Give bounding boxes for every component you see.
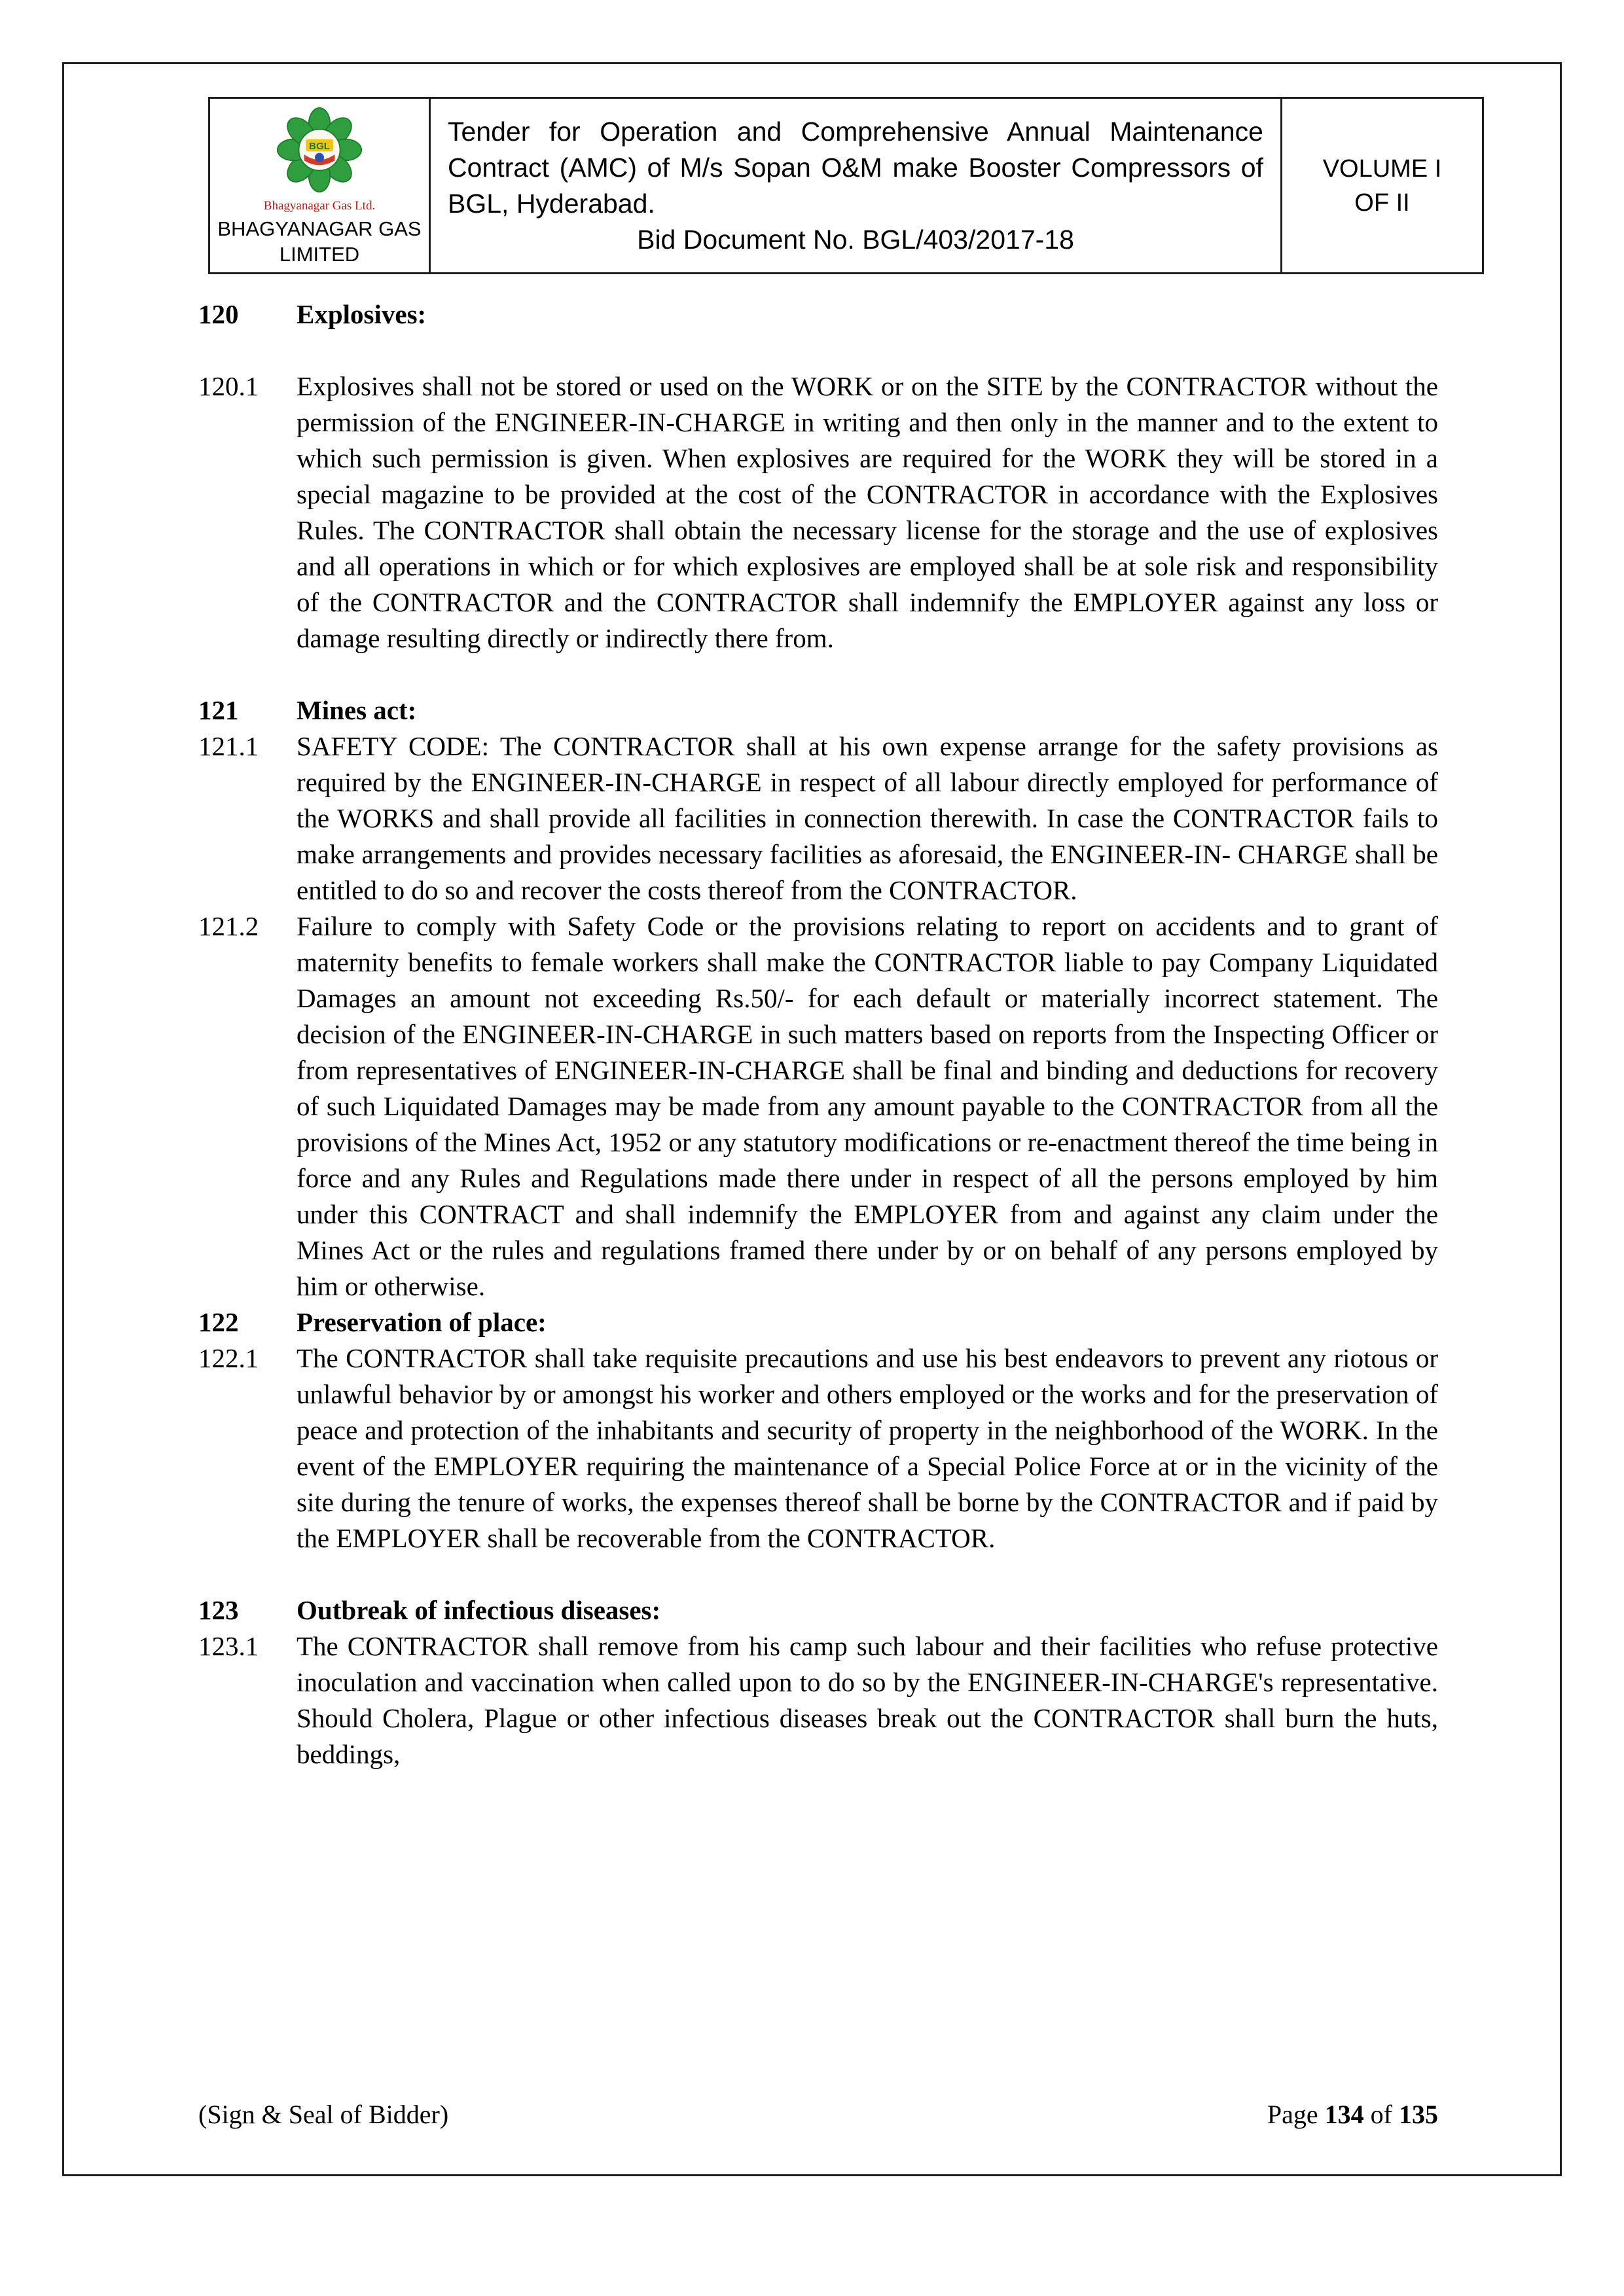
- clause-number: 122.1: [198, 1343, 259, 1373]
- section-explosives: [198, 296, 1438, 656]
- page-word: Page: [1267, 2100, 1318, 2129]
- clause: [198, 1340, 1438, 1556]
- tender-title: Tender for Operation and Comprehensive Annual Maintenance Contract (AMC) of M/s Sopan O&M make Booster Compressors of BGL, Hyderabad.: [448, 116, 1263, 219]
- clause-text: Failure to comply with Safety Code or the provisions relating to report on accidents and to grant of maternity benefits to female workers shall make the CONTRACTOR liable to pay Company Liquidated Damages an amount not exceeding Rs.50/- for each default or materially incorrect statement. The decision of the ENGINEER-IN-CHARGE in such matters based on reports from the Inspecting Officer or from representatives of ENGINEER-IN-CHARGE shall be final and binding and deductions for recovery of such Liquidated Damages may be made from any amount payable to the CONTRACTOR from all the provisions of the Mines Act, 1952 or any statutory modifications or re-enactment thereof the time being in force and any Rules and Regulations made there under in respect of all the persons employed by him under this CONTRACT and shall indemnify the EMPLOYER from and against any claim under the Mines Act or the rules and regulations framed there under by or on behalf of any persons employed by him or otherwise.: [297, 911, 1438, 1301]
- clause-text: Explosives shall not be stored or used on the WORK or on the SITE by the CONTRACTOR without the permission of the ENGINEER-IN-CHARGE in writing and then only in the manner and to the extent to which such permission is given. When explosives are required for the WORK they will be stored in a special magazine to be provided at the cost of the CONTRACTOR in accordance with the Explosives Rules. The CONTRACTOR shall obtain the necessary license for the storage and the use of explosives and all operations in which or for which explosives are employed shall be at sole risk and responsibility of the CONTRACTOR and the CONTRACTOR shall indemnify the EMPLOYER against any loss or damage resulting directly or indirectly there from.: [297, 371, 1438, 653]
- section-heading: [198, 1592, 1438, 1628]
- section-heading: [198, 1304, 1438, 1340]
- bid-doc-number: Bid Document No. BGL/403/2017-18: [637, 224, 1074, 255]
- page-footer: [198, 2098, 1438, 2131]
- section-outbreak-infectious-diseases: [198, 1592, 1438, 1772]
- clause: [198, 368, 1438, 656]
- clause-number: 121.2: [198, 911, 259, 941]
- volume-cell: [1282, 98, 1483, 274]
- clause: [198, 728, 1438, 908]
- clause-text: The CONTRACTOR shall remove from his camp such labour and their facilities who refuse protective inoculation and vaccination when called upon to do so by the ENGINEER-IN-CHARGE's representative. Should Cholera, Plague or other infectious diseases break out the CONTRACTOR shall burn the huts, beddings,: [297, 1631, 1438, 1769]
- volume-line2: OF II: [1354, 188, 1410, 217]
- clause-number: 121.1: [198, 731, 259, 761]
- clause: [198, 908, 1438, 1304]
- clause-text: The CONTRACTOR shall take requisite precautions and use his best endeavors to prevent any riotous or unlawful behavior by or amongst his worker and others employed or the works and for the preservation of peace and protection of the inhabitants and security of property in the neighborhood of the WORK. In the event of the EMPLOYER requiring the maintenance of a Special Police Force at or in the vicinity of the site during the tenure of works, the expenses thereof shall be borne by the CONTRACTOR and if paid by the EMPLOYER shall be recoverable from the CONTRACTOR.: [297, 1343, 1438, 1553]
- org-name: [214, 216, 425, 267]
- page-border: [62, 62, 1562, 2176]
- section-number: 121: [198, 695, 239, 725]
- company-logo: [264, 104, 375, 213]
- header-title-cell: [430, 98, 1282, 274]
- page-number: 134: [1324, 2100, 1364, 2129]
- section-number: 120: [198, 299, 239, 329]
- section-heading: [198, 296, 1438, 332]
- clause-text: SAFETY CODE: The CONTRACTOR shall at his own expense arrange for the safety provisions as required by the ENGINEER-IN-CHARGE in respect of all labour directly employed for performance of the WORKS and shall provide all facilities in connection therewith. In case the CONTRACTOR fails to make arrangements and provides necessary facilities as aforesaid, the ENGINEER-IN- CHARGE shall be entitled to do so and recover the costs thereof from the CONTRACTOR.: [297, 731, 1438, 905]
- section-title: Mines act:: [297, 695, 417, 725]
- bgl-flower-logo-icon: [274, 104, 365, 196]
- of-word: of: [1370, 2100, 1392, 2129]
- clause: [198, 1628, 1438, 1772]
- sign-seal-label: (Sign & Seal of Bidder): [198, 2100, 449, 2129]
- section-mines-act: [198, 692, 1438, 1304]
- section-title: Explosives:: [297, 299, 427, 329]
- logo-acronym: BGL: [308, 140, 330, 152]
- document-body: [198, 296, 1438, 1772]
- org-name-line2: LIMITED: [279, 243, 360, 266]
- section-title: Preservation of place:: [297, 1307, 547, 1337]
- volume-line1: VOLUME I: [1322, 154, 1442, 183]
- logo-cell: [209, 98, 430, 274]
- section-title: Outbreak of infectious diseases:: [297, 1595, 661, 1625]
- clause-number: 120.1: [198, 371, 259, 401]
- section-preservation-of-place: [198, 1304, 1438, 1556]
- page-indicator: [1267, 2098, 1438, 2131]
- clause-number: 123.1: [198, 1631, 259, 1661]
- section-number: 122: [198, 1307, 239, 1337]
- header-table: [208, 97, 1484, 274]
- logo-subtext: Bhagyanagar Gas Ltd.: [263, 199, 376, 213]
- page-total: 135: [1399, 2100, 1438, 2129]
- section-heading: [198, 692, 1438, 728]
- section-number: 123: [198, 1595, 239, 1625]
- org-name-line1: BHAGYANAGAR GAS: [217, 217, 422, 240]
